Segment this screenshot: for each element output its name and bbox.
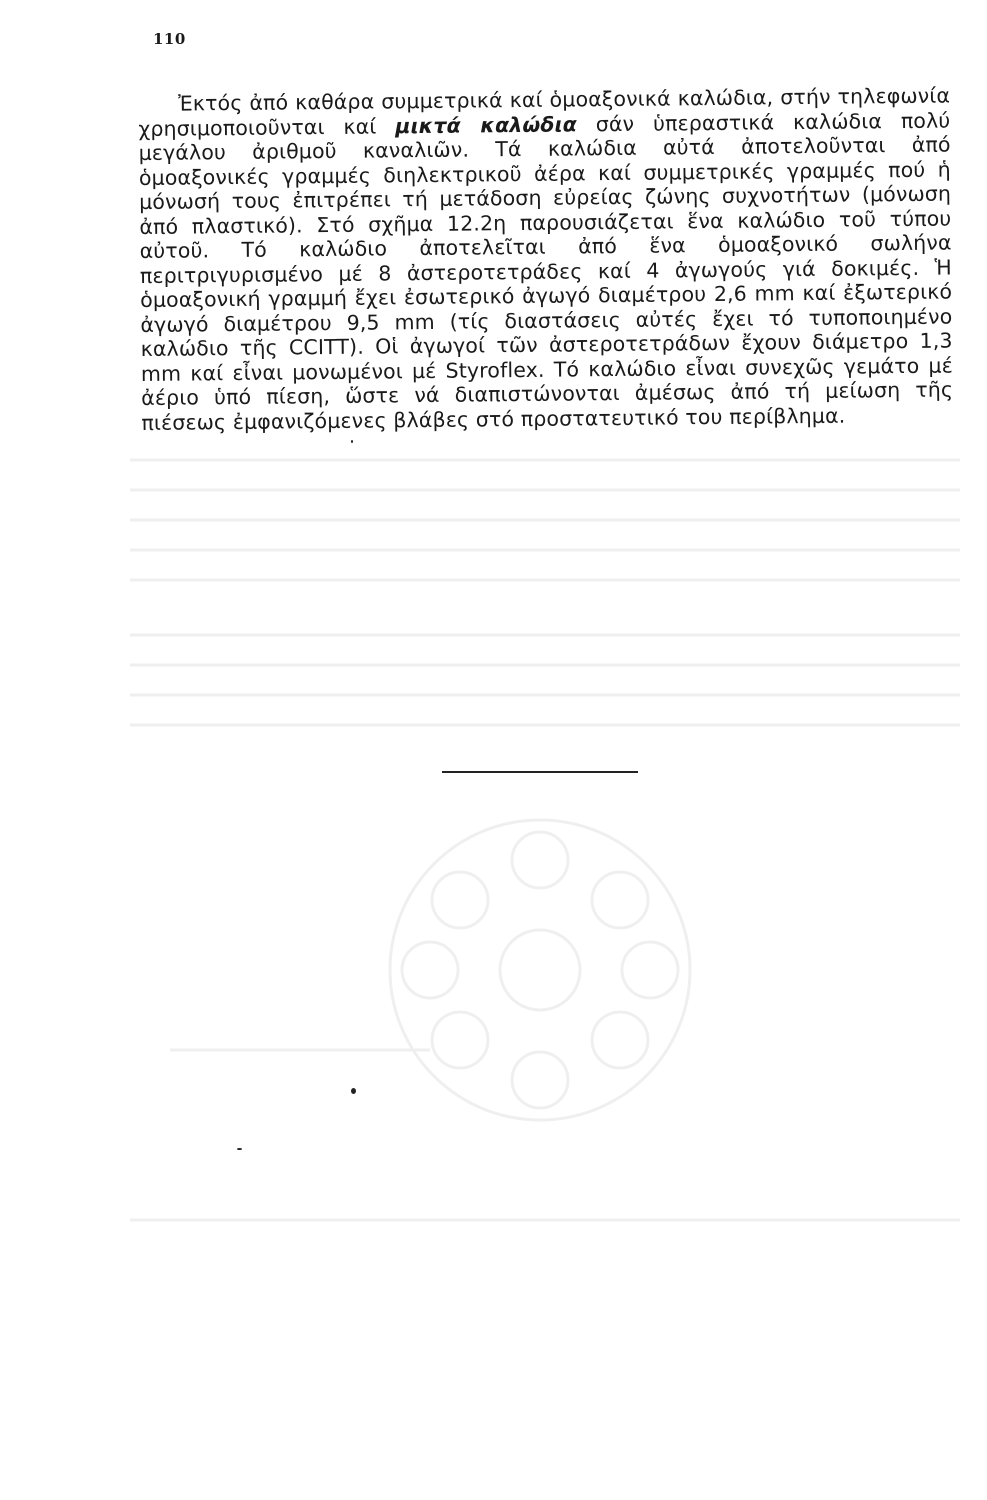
ink-speck <box>351 440 353 443</box>
bleed-through-figure <box>130 440 960 1240</box>
body-paragraph <box>138 83 954 434</box>
paragraph-text-start: Ἐκτός ἀπό καθάρα συμμετρικά καί ὁμοαξονικά καλώδια, στήν τηλεφωνία χρησιμοποιοῦνται καί <box>138 83 951 141</box>
emphasized-term: μικτά καλώδια <box>395 111 578 138</box>
ink-speck <box>351 1088 356 1094</box>
paragraph-text-rest: σάν ὑπεραστικά καλώδια πολύ μεγάλου ἀριθμοῦ καναλιῶν. Τά καλώδια αὐτά ἀποτελοῦνται ἀπό ὁμοαξονικές γραμμές διηλεκτρικοῦ ἀέρα καί συμμετρικές γραμμές πού ἡ μόνωσή τους ἐπιτρέπει τή μετάδοση εὐρείας ζώνης συχνοτήτων (μόνωση ἀπό πλαστικό). Στό σχῆμα 12.2η παρουσιάζεται ἕνα καλώδιο τοῦ τύπου αὐτοῦ. Τό καλώδιο ἀποτελεῖται ἀπό ἕνα ὁμοαξονικό σωλήνα περιτριγυρισμένο μέ 8 ἀστεροτετράδες καί 4 ἀγωγούς γιά δοκιμές. Ἡ ὁμοαξονική γραμμή ἔχει ἐσωτερικό ἀγωγό διαμέτρου 2,6 mm καί ἐξωτερικό ἀγωγό διαμέτρου 9,5 mm (τίς διαστάσεις αὐτές ἔχει τό τυποποιημένο καλώδιο τῆς CCITT). Οἱ ἀγωγοί τῶν ἀστεροτετράδων ἔχουν διάμετρο 1,3 mm καί εἶναι μονωμένοι μέ Styroflex. Τό καλώδιο εἶναι συνεχῶς γεμάτο μέ ἀέριο ὑπό πίεση, ὥστε νά διαπιστώνονται ἀμέσως ἀπό τή μείωση τῆς πιέσεως ἐμφανιζόμενες βλάβες στό προστατευτικό του περίβλημα. <box>138 107 954 435</box>
page-number: 110 <box>153 30 186 48</box>
ink-speck <box>237 1148 242 1150</box>
